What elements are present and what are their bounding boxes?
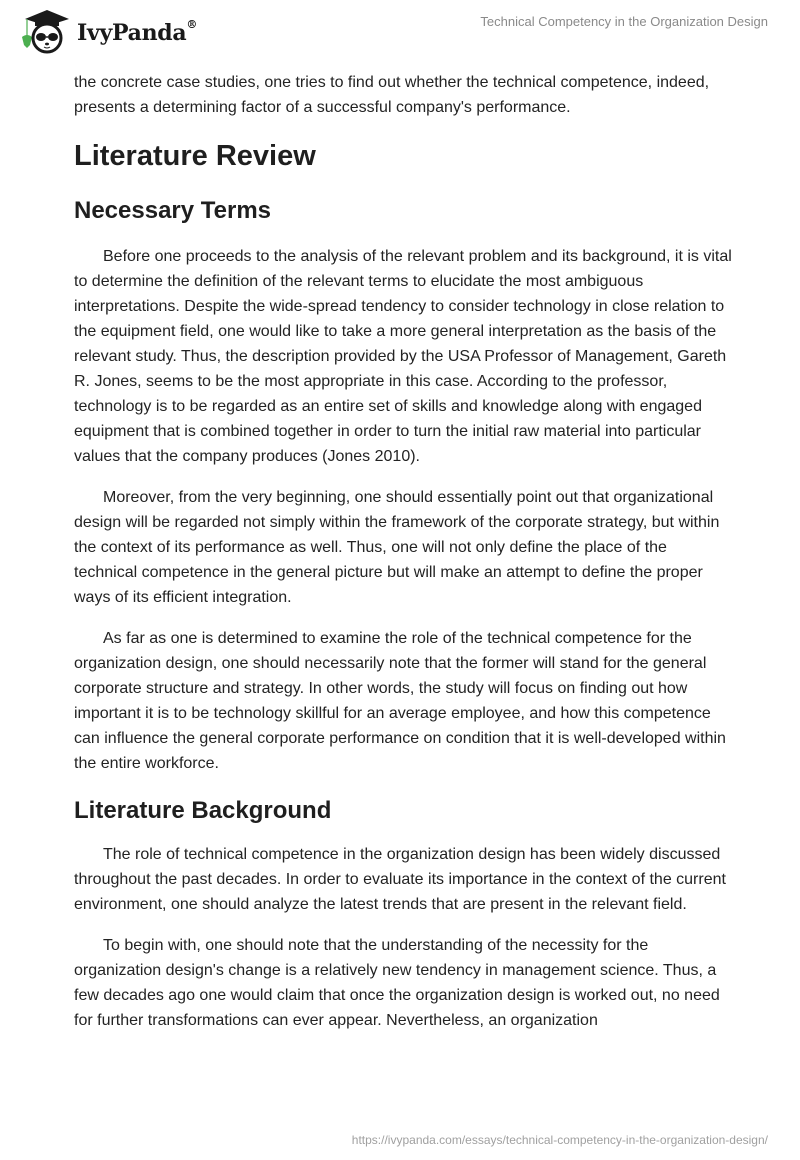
paragraph: Before one proceeds to the analysis of the relevant problem and its background, it is vital to determine the definition of the relevant terms to elucidate the most ambiguous interpretations. Despite the wide-spread tendency to consider technology in close relation to the equipment field, one would like to take a more general interpretation as the basis of the relevant study. Thus, the description provided by the USA Professor of Management, Gareth R. Jones, seems to be the most appropriate in this case. According to the professor, technology is to be regarded as an entire set of skills and knowledge along with engaged equipment that is combined together in order to turn the initial raw material into particular values that the company produces (Jones 2010). (74, 248, 732, 465)
paragraph: Moreover, from the very beginning, one should essentially point out that organizational design will be regarded not simply within the framework of the corporate strategy, but within the context of its performance as well. Thus, one will not only define the place of the technical competence in the general picture but will make an attempt to define the proper ways of its efficient integration. (74, 489, 720, 606)
page-header (0, 0, 800, 60)
essay-content (74, 70, 734, 1033)
subsection-heading-literature-background: Literature Background (74, 797, 332, 824)
subsection-heading-necessary-terms: Necessary Terms (74, 197, 272, 224)
paragraph: The role of technical competence in the organization design has been widely discussed throughout the past decades. In order to evaluate its importance in the context of the current environment, one should analyze the latest trends that are present in the relevant field. (74, 846, 726, 913)
source-url[interactable]: https://ivypanda.com/essays/technical-competency-in-the-organization-design/ (351, 1133, 768, 1147)
brand-name: IvyPanda® (77, 18, 198, 46)
panda-graduate-icon (17, 7, 73, 55)
paragraph: To begin with, one should note that the understanding of the necessity for the organization design's change is a relatively new tendency in management science. Thus, a few decades ago one would claim that once the organization design is worked out, no need for further transformations can ever appear. Nevertheless, an organization (74, 937, 720, 1029)
document-title: Technical Competency in the Organization Design (480, 14, 768, 29)
section-heading-literature-review: Literature Review (74, 140, 316, 172)
intro-continuation-paragraph: the concrete case studies, one tries to find out whether the technical competence, indeed, presents a determining factor of a successful company's performance. (74, 74, 710, 116)
registered-mark: ® (186, 18, 198, 31)
ivypanda-logo[interactable] (17, 7, 197, 55)
paragraph: As far as one is determined to examine the role of the technical competence for the organization design, one should necessarily note that the former will stand for the general corporate structure and strategy. In other words, the study will focus on finding out how important it is to be technology skillful for an average employee, and how this competence can influence the general corporate performance on condition that it is well-developed within the entire workforce. (74, 630, 726, 772)
